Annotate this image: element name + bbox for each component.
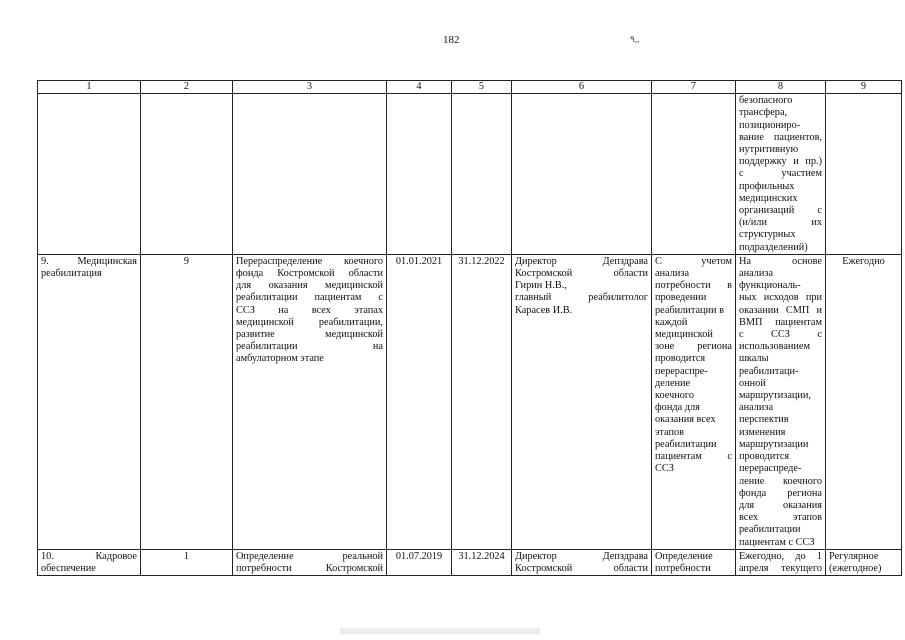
cell-text-line: ССЗ на всех этапах bbox=[236, 304, 383, 316]
cell-text-line: фонда Костромской области bbox=[236, 268, 383, 280]
cell-text-line: (и/или их bbox=[739, 217, 822, 229]
header-row bbox=[38, 81, 902, 94]
cell-result-continued bbox=[736, 94, 826, 255]
cell-text-line: анализа bbox=[655, 268, 690, 280]
cell-text-line: пациентам с ССЗ bbox=[739, 536, 815, 548]
cell-text-line: маршрутизации, bbox=[739, 390, 812, 402]
cell-start-date: 01.07.2019 bbox=[387, 549, 452, 575]
cell-text-line: Регулярное bbox=[829, 550, 879, 562]
cell-text-line: Определение bbox=[655, 550, 713, 562]
cell-text-line: онной bbox=[739, 377, 766, 389]
cell-text-line: реабилитаци- bbox=[739, 365, 799, 377]
cell-text-line: поддержку и пр.) bbox=[739, 156, 822, 168]
header-cell: 3 bbox=[233, 81, 387, 94]
cell-text-line: деление bbox=[655, 377, 691, 389]
cell-section: 10. Кадровое обеспечение bbox=[38, 549, 141, 575]
cell-text-line: подразделений) bbox=[739, 241, 808, 253]
cell-text-line: реабилитации пациентам с bbox=[236, 292, 383, 304]
header-cell: 5 bbox=[452, 81, 512, 94]
cell-text-line: вание пациентов, bbox=[739, 131, 822, 143]
cell-text-line: проводится bbox=[739, 451, 790, 463]
cell-text-line: фонда региона bbox=[739, 487, 822, 499]
cell-measure bbox=[233, 254, 387, 549]
cell-result-description bbox=[652, 549, 736, 575]
header-cell: 2 bbox=[141, 81, 233, 94]
cell-text-line: проводится bbox=[655, 353, 706, 365]
cell-text-line: реабилитации в bbox=[655, 304, 724, 316]
cell-empty bbox=[826, 94, 902, 255]
cell-result-indicator bbox=[736, 254, 826, 549]
cell-text-line: безопасного bbox=[739, 95, 793, 107]
cell-text-line: Костромской области bbox=[515, 268, 648, 280]
cell-text-line: апреля текущего bbox=[739, 562, 822, 574]
header-cell: 7 bbox=[652, 81, 736, 94]
cell-text-line: оказании СМП и bbox=[739, 304, 822, 316]
cell-empty bbox=[387, 94, 452, 255]
cell-text-line: ВМП пациентам bbox=[739, 316, 822, 328]
cell-text-line: этапов bbox=[655, 426, 685, 438]
scan-edge-strip bbox=[340, 628, 540, 634]
cell-empty bbox=[38, 94, 141, 255]
cell-text-line: С учетом bbox=[655, 255, 732, 267]
cell-text-line: анализа bbox=[739, 268, 774, 280]
scan-mark: ٩,, bbox=[630, 34, 640, 44]
cell-text-line: оказания всех bbox=[655, 414, 716, 426]
cell-text-line: медицинской bbox=[655, 329, 713, 341]
header-cell: 6 bbox=[512, 81, 652, 94]
cell-text-line: коечного bbox=[655, 390, 695, 402]
cell-frequency: Ежегодно bbox=[826, 254, 902, 549]
cell-text-line: Гирин Н.В., bbox=[515, 280, 567, 292]
cell-text-line: профильных bbox=[739, 180, 795, 192]
cell-text-line: потребности в bbox=[655, 280, 732, 292]
cell-responsible bbox=[512, 254, 652, 549]
page-number: 182 bbox=[443, 34, 460, 46]
cell-text-line: перераспреде- bbox=[739, 463, 802, 475]
cell-text-line: маршрутизации bbox=[739, 438, 809, 450]
cell-text-line: реабилитации bbox=[655, 438, 717, 450]
header-cell: 8 bbox=[736, 81, 826, 94]
header-cell: 4 bbox=[387, 81, 452, 94]
cell-empty bbox=[141, 94, 233, 255]
plan-table bbox=[37, 80, 902, 576]
cell-text-line: всех этапов bbox=[739, 512, 822, 524]
cell-text-line: трансфера, bbox=[739, 107, 788, 119]
cell-text-line: проведении bbox=[655, 292, 707, 304]
cell-text-line: развитие медицинской bbox=[236, 329, 383, 341]
cell-frequency bbox=[826, 549, 902, 575]
cell-result-indicator bbox=[736, 549, 826, 575]
cell-text-line: каждой bbox=[655, 316, 688, 328]
cell-end-date: 31.12.2022 bbox=[452, 254, 512, 549]
cell-text-line: функциональ- bbox=[739, 280, 801, 292]
cell-text-line: Определение реальной bbox=[236, 550, 383, 562]
cell-text-line: Карасев И.В. bbox=[515, 304, 573, 316]
cell-text-line: фонда для bbox=[655, 402, 700, 414]
header-cell: 9 bbox=[826, 81, 902, 94]
cell-text-line: позициониро- bbox=[739, 119, 801, 131]
cell-text-line: реабилитации на bbox=[236, 341, 383, 353]
cell-end-date: 31.12.2024 bbox=[452, 549, 512, 575]
cell-text-line: нутритивную bbox=[739, 144, 799, 156]
cell-text-line: главный реабилитолог bbox=[515, 292, 648, 304]
cell-text-line: изменения bbox=[739, 426, 786, 438]
cell-text-line: медицинских bbox=[739, 192, 798, 204]
cell-number: 9 bbox=[141, 254, 233, 549]
cell-text-line: с участием bbox=[739, 168, 822, 180]
cell-text-line: зоне региона bbox=[655, 341, 732, 353]
cell-start-date: 01.01.2021 bbox=[387, 254, 452, 549]
cell-text-line: пациентам с bbox=[655, 451, 732, 463]
cell-empty bbox=[233, 94, 387, 255]
cell-text-line: перспектив bbox=[739, 414, 789, 426]
cell-text-line: шкалы bbox=[739, 353, 769, 365]
cell-text-line: для оказания медицинской bbox=[236, 280, 383, 292]
cell-result-description bbox=[652, 254, 736, 549]
cell-text-line: реабилитации bbox=[739, 524, 801, 536]
cell-text-line: для оказания bbox=[739, 499, 822, 511]
cell-responsible bbox=[512, 549, 652, 575]
cell-text-line: анализа bbox=[739, 402, 774, 414]
cell-number: 1 bbox=[141, 549, 233, 575]
cell-text-line: Ежегодно, до 1 bbox=[739, 550, 822, 562]
cell-text-line: ных исходов при bbox=[739, 292, 822, 304]
cell-text-line: амбулаторном этапе bbox=[236, 353, 324, 365]
cell-text-line: перераспре- bbox=[655, 365, 708, 377]
header-cell: 1 bbox=[38, 81, 141, 94]
cell-text-line: медицинской реабилитации, bbox=[236, 316, 383, 328]
cell-text-line: Директор Депздрава bbox=[515, 255, 648, 267]
cell-text-line: потребности Костромской bbox=[236, 562, 383, 574]
cell-text-line: Перераспределение коечного bbox=[236, 255, 383, 267]
cell-text-line: На основе bbox=[739, 255, 822, 267]
cell-section: 9. Медицинская реабилитация bbox=[38, 254, 141, 549]
cell-empty bbox=[652, 94, 736, 255]
cell-text-line: ление коечного bbox=[739, 475, 822, 487]
cell-empty bbox=[452, 94, 512, 255]
cell-empty bbox=[512, 94, 652, 255]
cell-text-line: ССЗ bbox=[655, 463, 674, 475]
cell-text-line: использованием bbox=[739, 341, 810, 353]
cell-text-line: структурных bbox=[739, 229, 796, 241]
table-row-continuation bbox=[38, 94, 902, 255]
cell-text-line: организаций с bbox=[739, 205, 822, 217]
cell-measure bbox=[233, 549, 387, 575]
cell-text-line: Костромской области bbox=[515, 562, 648, 574]
cell-text-line: Директор Депздрава bbox=[515, 550, 648, 562]
table-row-staffing bbox=[38, 549, 902, 575]
cell-text-line: потребности bbox=[655, 562, 711, 574]
table-row-rehabilitation bbox=[38, 254, 902, 549]
cell-text-line: (ежегодное) bbox=[829, 562, 882, 574]
cell-text-line: с ССЗ с bbox=[739, 329, 822, 341]
